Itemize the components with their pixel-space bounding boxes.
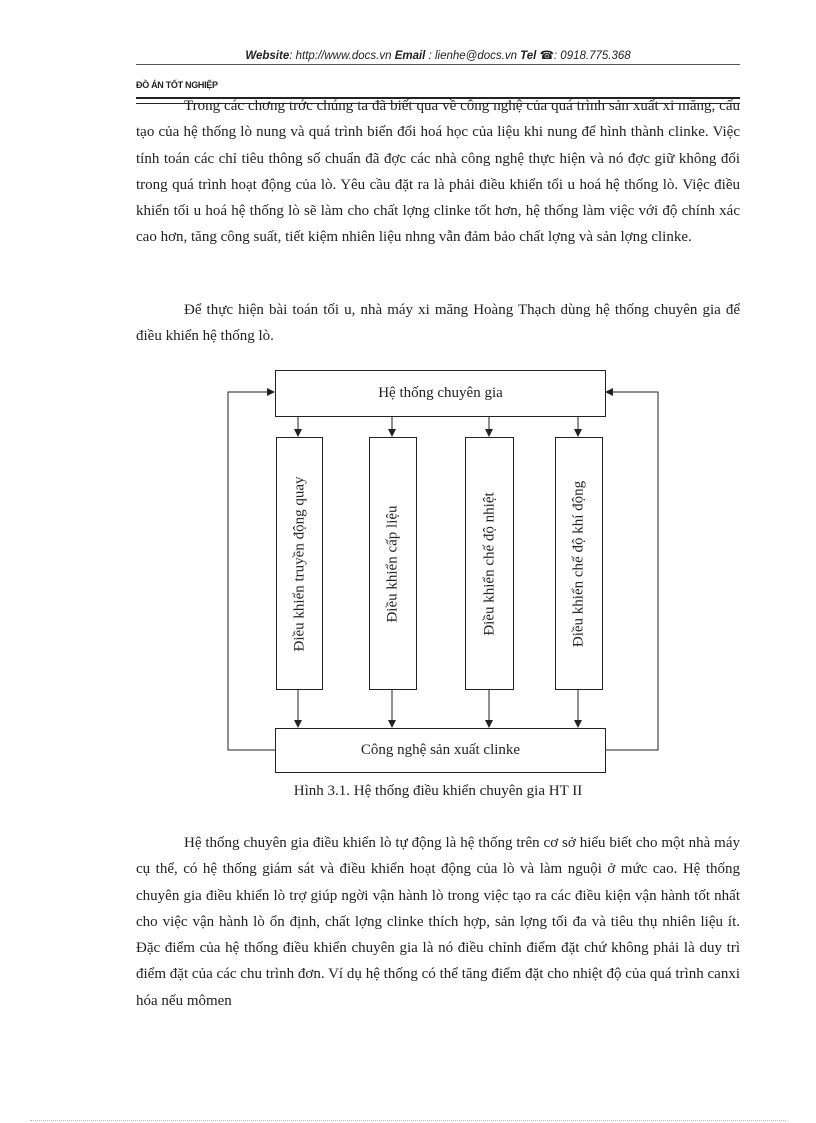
controller-label-thermal: Điều khiển chế độ nhiệt bbox=[481, 491, 497, 636]
tel-number: : 0918.775.368 bbox=[553, 50, 631, 62]
page-header bbox=[136, 48, 740, 62]
controller-box-rotation bbox=[276, 437, 323, 690]
email-label: Email bbox=[394, 50, 426, 62]
feedback-right bbox=[604, 392, 658, 750]
paragraph-expert-system: Hệ thống chuyên gia điều khiển lò tự động là hệ thống trên cơ sở hiểu biết cho một nhà máy cụ thể, có hệ thống giám sát và điều khiển hoạt động của lò và làm nguội ở mức cao. Hệ thống chuyên gia điều khiển lò trợ giúp ngời vận hành lò trong việc tạo ra các điều kiện vận hành tốt nhất cho việc vận hành lò ổn định, chất lợng clinke thích hợp, sản lợng tối đa và tiêu thụ nhiên liệu ít. Đặc điểm của hệ thống điều khiển chuyên gia là nó điều chỉnh điểm đặt chứ không phải là duy trì điểm đặt của các chu trình đơn. Ví dụ hệ thống có thể tăng điểm đặt cho nhiệt độ của quá trình canxi hóa nếu mômen bbox=[136, 835, 740, 1009]
header-divider bbox=[136, 64, 740, 65]
figure-caption: Hình 3.1. Hệ thống điều khiển chuyên gia HT II bbox=[293, 783, 583, 799]
clinke-production-label: Công nghệ sản xuất clinke bbox=[360, 742, 521, 758]
website-label: Website bbox=[245, 50, 290, 62]
project-label: ĐỒ ÁN TỐT NGHIỆP bbox=[136, 80, 218, 90]
controller-box-aerodynamic bbox=[555, 437, 603, 690]
controller-box-feed bbox=[369, 437, 417, 690]
controller-label-rotation: Điều khiển truyền động quay bbox=[291, 476, 307, 651]
website-url: : http://www.docs.vn bbox=[289, 50, 392, 62]
paragraph-optimization: Để thực hiện bài toán tối u, nhà máy xi măng Hoàng Thạch dùng hệ thống chuyên gia để điều khiển hệ thống lò. bbox=[136, 302, 740, 345]
controller-box-thermal bbox=[465, 437, 514, 690]
clinke-production-box bbox=[275, 728, 606, 773]
controller-label-aerodynamic: Điều khiển chế độ khí động bbox=[570, 480, 587, 647]
tel-label: Tel bbox=[520, 50, 537, 62]
email-address: : lienhe@docs.vn bbox=[428, 50, 517, 62]
expert-system-box bbox=[275, 370, 606, 417]
phone-icon: ☎ bbox=[539, 50, 554, 62]
controller-label-feed: Điều khiển cấp liệu bbox=[384, 504, 401, 623]
expert-system-label: Hệ thống chuyên gia bbox=[378, 385, 503, 401]
paragraph-intro: Trong các chơng trớc chúng ta đã biết qua về công nghệ của quá trình sản xuất xi măng, cấu tạo của hệ thống lò nung và quá trình biến đổi hoá học của liệu khi nung để hình thành clinke. Việc tính toán các chỉ tiêu thông số chuẩn đã đợc các nhà công nghệ thực hiện và nó đợc giữ không đổi trong quá trình hoạt động của lò. Yêu cầu đặt ra là phải điều khiển tối u hoá hệ thống lò. Việc điều khiển tối u hoá hệ thống lò sẽ làm cho chất lợng clinke tốt hơn, hệ thống làm việc với độ chính xác cao hơn, tăng công suất, tiết kiệm nhiên liệu nhng vẫn đảm bảo chất lợng và sản lợng clinke. bbox=[136, 98, 740, 246]
title-underline bbox=[136, 97, 740, 104]
page-bottom-divider bbox=[30, 1120, 786, 1121]
feedback-left bbox=[228, 392, 276, 750]
